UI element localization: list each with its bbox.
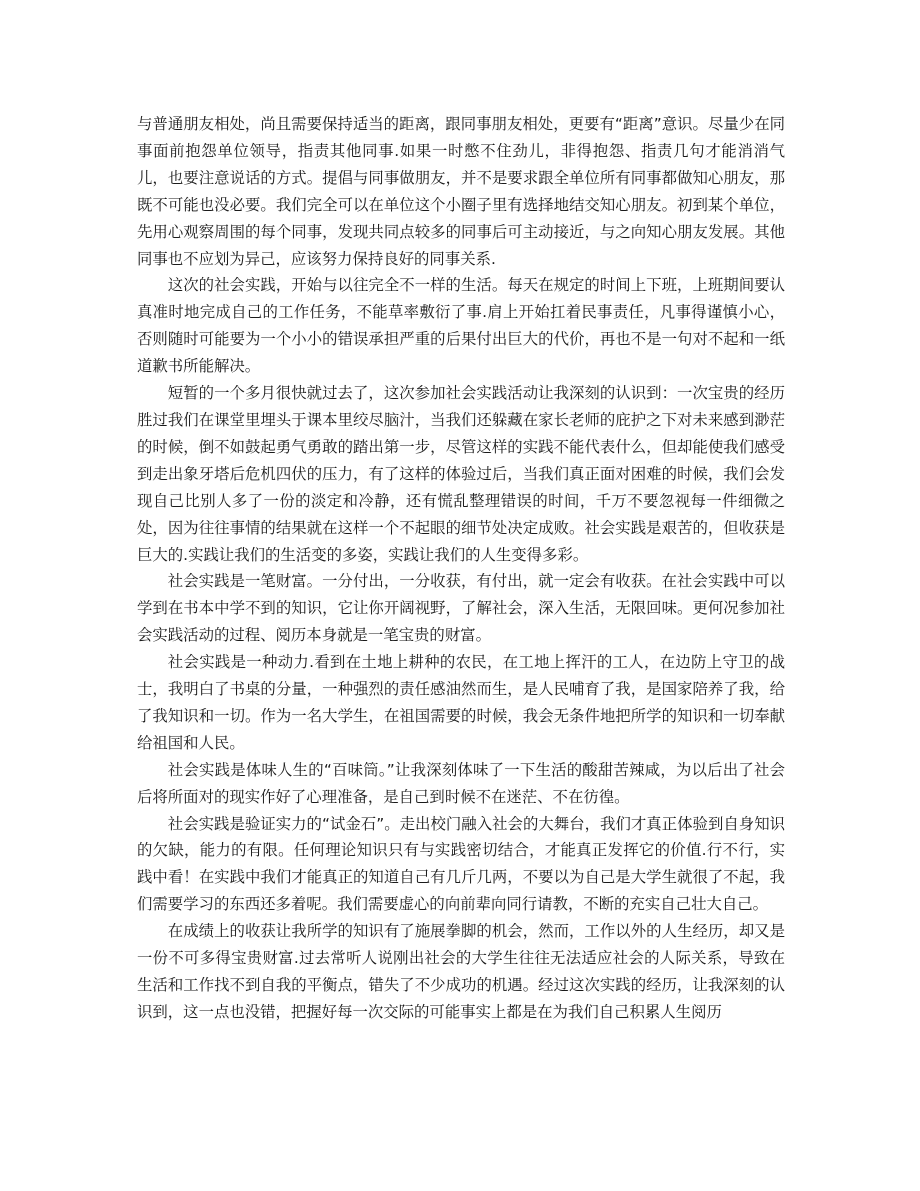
paragraph-month-reflection: 短暂的一个多月很快就过去了，这次参加社会实践活动让我深刻的认识到：一次宝贵的经历胜过我们在课堂里埋头于课本里绞尽脑汁，当我们还躲藏在家长老师的庇护之下对未来感到渺茫的时候，倒不如鼓起勇气勇敢的踏出第一步，尽管这样的实践不能代表什么，但却能使我们感受到走出象牙塔后危机四伏的压力，有了这样的体验过后，当我们真正面对困难的时候，我们会发现自己比别人多了一份的淡定和冷静，还有慌乱整理错误的时间，千万不要忽视每一件细微之处，因为往往事情的结果就在这样一个不起眼的细节处决定成败。社会实践是艰苦的，但收获是巨大的.实践让我们的生活变的多姿，实践让我们的人生变得多彩。 bbox=[137, 384, 785, 564]
paragraph-new-life: 这次的社会实践，开始与以往完全不一样的生活。每天在规定的时间上下班，上班期间要认真准时地完成自己的工作任务，不能草率敷衍了事.肩上开始扛着民事责任，凡事得谨慎小心，否则随时可能要为一个小小的错误承担严重的后果付出巨大的代价，再也不是一句对不起和一纸道歉书所能解决。 bbox=[137, 276, 785, 376]
paragraph-practice-wealth: 社会实践是一笔财富。一分付出，一分收获，有付出，就一定会有收获。在社会实践中可以学到在书本中学不到的知识，它让你开阔视野，了解社会，深入生活，无限回味。更何况参加社会实践活动的过程、阅历本身就是一笔宝贵的财富。 bbox=[137, 572, 785, 645]
paragraph-practice-touchstone: 社会实践是验证实力的“试金石”。走出校门融入社会的大舞台，我们才真正体验到自身知识的欠缺，能力的有限。任何理论知识只有与实践密切结合，才能真正发挥它的价值.行不行，实践中看！在实践中我们才能真正的知道自己有几斤几两，不要以为自己是大学生就很了不起，我们需要学习的东西还多着呢。我们需要虚心的向前辈向同行请教，不断的充实自己壮大自己。 bbox=[137, 814, 785, 914]
paragraph-practice-motivation: 社会实践是一种动力.看到在土地上耕种的农民，在工地上挥汗的工人，在边防上守卫的战士，我明白了书桌的分量，一种强烈的责任感油然而生，是人民哺育了我，是国家陪养了我，给了我知识和一切。作为一名大学生，在祖国需要的时候，我会无条件地把所学的知识和一切奉献给祖国和人民。 bbox=[137, 653, 785, 752]
paragraph-colleague-distance: 与普通朋友相处，尚且需要保持适当的距离，跟同事朋友相处，更要有“距离”意识。尽量少在同事面前抱怨单位领导，指责其他同事.如果一时憋不住劲儿，非得抱怨、指责几句才能消消气儿，也要注意说话的方式。提倡与同事做朋友，并不是要求跟全单位所有同事都做知心朋友，那既不可能也没必要。我们完全可以在单位这个小圈子里有选择地结交知心朋友。初到某个单位，先用心观察周围的每个同事，发现共同点较多的同事后可主动接近，与之向知心朋友发展。其他同事也不应划为异己，应该努力保持良好的同事关系. bbox=[137, 115, 785, 268]
paragraph-practice-life-taste: 社会实践是体味人生的“百味筒。”让我深刻体味了一下生活的酸甜苦辣咸，为以后出了社会后将所面对的现实作好了心理准备，是自己到时候不在迷茫、不在彷徨。 bbox=[137, 760, 785, 806]
document-body bbox=[137, 111, 785, 1026]
paragraph-achievements: 在成绩上的收获让我所学的知识有了施展拳脚的机会，然而，工作以外的人生经历，却又是一份不可多得宝贵财富.过去常听人说刚出社会的大学生往往无法适应社会的人际关系，导致在生活和工作找不到自我的平衡点，错失了不少成功的机遇。经过这次实践的经历，让我深刻的认识到，这一点也没错，把握好每一次交际的可能事实上都是在为我们自己积累人生阅历 bbox=[137, 922, 785, 1021]
